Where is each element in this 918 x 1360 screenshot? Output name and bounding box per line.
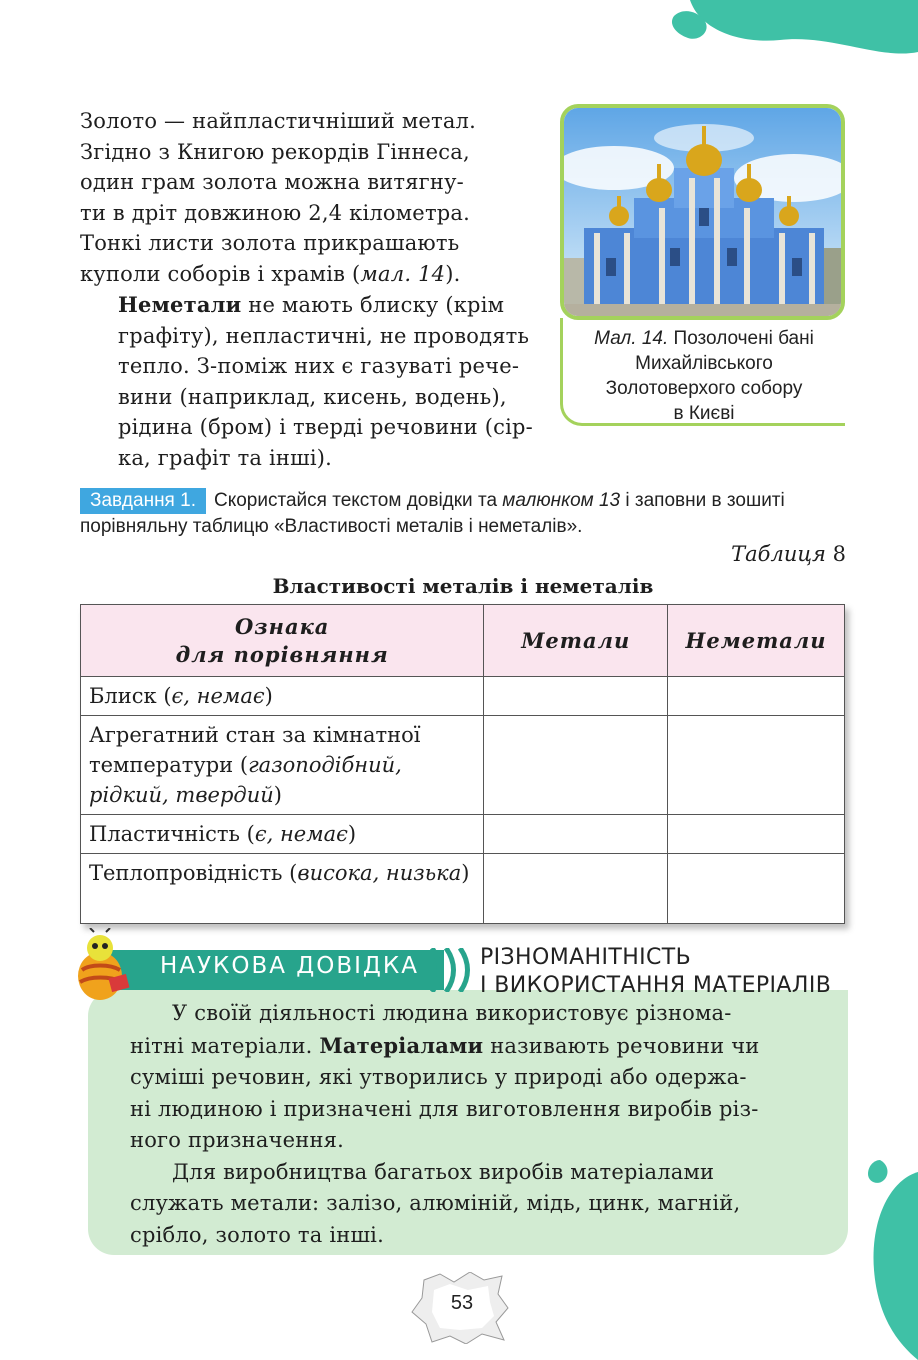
side-decoration <box>850 1160 918 1360</box>
table-title: Властивості металів і неметалів <box>272 574 654 598</box>
cell-nonmetals[interactable] <box>668 815 845 854</box>
table-row <box>81 677 845 716</box>
cell-metals[interactable] <box>484 677 668 716</box>
page-number: 53 <box>450 1292 474 1314</box>
gold-paragraph: Золото — найпластичніший метал. Згідно з Книгою рекордів Гіннеса, один грам золота можна витягну- ти в дріт довжиною 2,4 кілометра. Тонкі листи золота прикрашають куполи соборів і храмів (мал. 14). <box>80 109 476 286</box>
figure-caption: Мал. 14. Позолочені бані Михайлівського Золотоверхого собору в Києві <box>594 328 814 424</box>
figure-label: Мал. 14. <box>594 328 669 349</box>
cell-metals[interactable] <box>484 815 668 854</box>
materials-term: Матеріалами <box>319 1032 484 1058</box>
science-heading: РІЗНОМАНІТНІСТЬ І ВИКОРИСТАННЯ МАТЕРІАЛІВ <box>480 945 832 998</box>
row-label: Пластичність (є, немає) <box>81 815 484 854</box>
science-text: У своїй діяльності людина використовує різнома- нітні матеріали. Матеріалами називають речовини чи суміші речовин, які утворились у природі або одержа- ні людиною і призначені для виготовлення виробів різ- ного призначення. Для виробництва багатьох виробів матеріалами служать метали: залізо, алюміній, мідь, цинк, магній, срібло, золото та інші. <box>130 1001 760 1247</box>
cell-nonmetals[interactable] <box>668 716 845 815</box>
bug-mascot-icon <box>70 928 132 1002</box>
table-row <box>81 854 845 924</box>
row-label: Теплопровідність (висока, низька) <box>81 854 484 924</box>
table-number: Таблиця 8 <box>731 542 846 566</box>
header-criterion: Ознака для порівняння <box>81 605 484 677</box>
table-row <box>81 716 845 815</box>
stripes-icon <box>428 948 476 992</box>
cell-nonmetals[interactable] <box>668 854 845 924</box>
cell-metals[interactable] <box>484 716 668 815</box>
nonmetals-paragraph: Неметали не мають блиску (крім графіту), непластичні, не проводять тепло. З-поміж них є газуваті рече- вини (наприклад, кисень, водень), рідина (бром) і тверді речовини (сір- ка, графіт та інші). <box>118 292 533 470</box>
header-nonmetals: Неметали <box>668 605 845 677</box>
cell-nonmetals[interactable] <box>668 677 845 716</box>
properties-table <box>80 604 845 924</box>
task-instruction: Завдання 1. Скористайся текстом довідки та малюнком 13 і заповни в зошиті порівняльну таблицю «Властивості металів і неметалів». <box>80 490 785 537</box>
row-label: Блиск (є, немає) <box>81 677 484 716</box>
table-row <box>81 815 845 854</box>
figure-reference: мал. 14 <box>360 261 446 286</box>
task-badge: Завдання 1. <box>80 488 206 514</box>
science-label: НАУКОВА ДОВІДКА <box>160 953 419 979</box>
table-header-row <box>81 605 845 677</box>
corner-decoration <box>660 0 918 70</box>
row-label: Агрегатний стан за кімнатної температури (газоподібний, рідкий, твердий) <box>81 716 484 815</box>
cathedral-photo <box>560 104 845 320</box>
nonmetals-term: Неметали <box>118 292 242 317</box>
cell-metals[interactable] <box>484 854 668 924</box>
cathedral-image <box>564 108 841 316</box>
header-metals: Метали <box>484 605 668 677</box>
